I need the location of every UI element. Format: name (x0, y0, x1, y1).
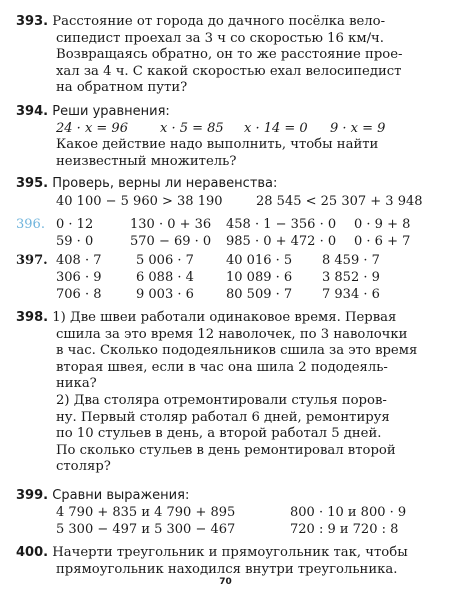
text-line: сипедист проехал за 3 ч со скоростью 16 км/ч. (56, 30, 384, 46)
expression: 7 934 · 6 (322, 287, 380, 302)
text-line: в час. Сколько пододеяльников сшила за это время (56, 343, 418, 359)
equation: x · 14 = 0 (244, 121, 308, 136)
text-line: Начерти треугольник и прямоугольник так, чтобы (52, 545, 408, 560)
expression: 59 · 0 (56, 234, 94, 249)
text-line: Расстояние от города до дачного посёлка вело- (52, 14, 386, 29)
comparison: 4 790 + 835 и 4 790 + 895 (56, 505, 236, 520)
text-line: Какое действие надо выполнить, чтобы найти (56, 137, 379, 152)
expression: 985 · 0 + 472 · 0 (226, 234, 337, 249)
expression: 706 · 8 (56, 287, 102, 302)
equation: x · 5 = 85 (160, 121, 224, 136)
text-line: хал за 4 ч. С какой скоростью ехал велосипедист (56, 63, 402, 79)
text-line: 2) Два столяра отремонтировали стулья поров- (56, 392, 387, 408)
expression: 408 · 7 (56, 253, 102, 268)
comparison: 5 300 − 497 и 5 300 − 467 (56, 522, 236, 537)
expression: 5 006 · 7 (136, 253, 194, 268)
text-line: ника? (56, 376, 97, 392)
expression: 458 · 1 − 356 · 0 (226, 217, 337, 232)
equation: 9 · x = 9 (330, 121, 386, 136)
text-line: по 10 стульев в день, а второй работал 5 дней. (56, 426, 382, 442)
equation: 24 · x = 96 (56, 121, 128, 136)
problem-number: 396. (16, 217, 45, 232)
problem-394-question (16, 137, 441, 170)
expression: 306 · 9 (56, 270, 102, 285)
expression: 0 · 12 (56, 217, 94, 232)
text-line: на обратном пути? (56, 80, 188, 96)
expression: 80 509 · 7 (226, 287, 293, 302)
expression: 40 016 · 5 (226, 253, 293, 268)
expression: 6 088 · 4 (136, 270, 194, 285)
inequality: 40 100 − 5 960 > 38 190 (56, 194, 223, 209)
problem-number: 398. (16, 310, 49, 325)
problem-394 (16, 104, 441, 121)
expression: 10 089 · 6 (226, 270, 293, 285)
text-line: 1) Две швеи работали одинаковое время. Первая (52, 310, 397, 325)
expression: 130 · 0 + 36 (130, 217, 212, 232)
problem-395 (16, 176, 441, 193)
problem-number: 399. (16, 488, 49, 503)
inequality: 28 545 < 25 307 + 3 948 (256, 194, 423, 209)
problem-393 (16, 14, 441, 97)
expression: 0 · 6 + 7 (354, 234, 411, 249)
problem-number: 400. (16, 545, 49, 560)
problem-heading: Сравни выражения: (52, 488, 190, 503)
problem-number: 397. (16, 253, 48, 268)
text-line: По сколько стульев в день ремонтировал второй (56, 442, 396, 458)
problem-number: 394. (16, 104, 49, 119)
expression: 570 − 69 · 0 (130, 234, 212, 249)
expression: 0 · 9 + 8 (354, 217, 411, 232)
text-line: Возвращаясь обратно, он то же расстояние прое- (56, 47, 403, 63)
text-line: прямоугольник находился внутри треугольника. (56, 561, 398, 577)
problem-number: 393. (16, 14, 49, 29)
text-line: неизвестный множитель? (56, 153, 237, 169)
text-line: сшила за это время 12 наволочек, по 3 наволочки (56, 326, 408, 342)
text-line: вторая швея, если в час она шила 2 пододеяль- (56, 359, 388, 375)
expression: 8 459 · 7 (322, 253, 380, 268)
problem-number: 395. (16, 176, 49, 191)
page-number: 70 (219, 577, 232, 587)
problem-400 (16, 545, 441, 578)
text-line: столяр? (56, 459, 111, 475)
comparison: 720 : 9 и 720 : 8 (290, 522, 399, 537)
problem-398 (16, 310, 441, 476)
problem-heading: Реши уравнения: (52, 104, 170, 119)
expression: 9 003 · 6 (136, 287, 194, 302)
comparison: 800 · 10 и 800 · 9 (290, 505, 407, 520)
problem-399 (16, 488, 441, 505)
text-line: ну. Первый столяр работал 6 дней, ремонтируя (56, 409, 390, 425)
problem-heading: Проверь, верны ли неравенства: (52, 176, 278, 191)
expression: 3 852 · 9 (322, 270, 380, 285)
